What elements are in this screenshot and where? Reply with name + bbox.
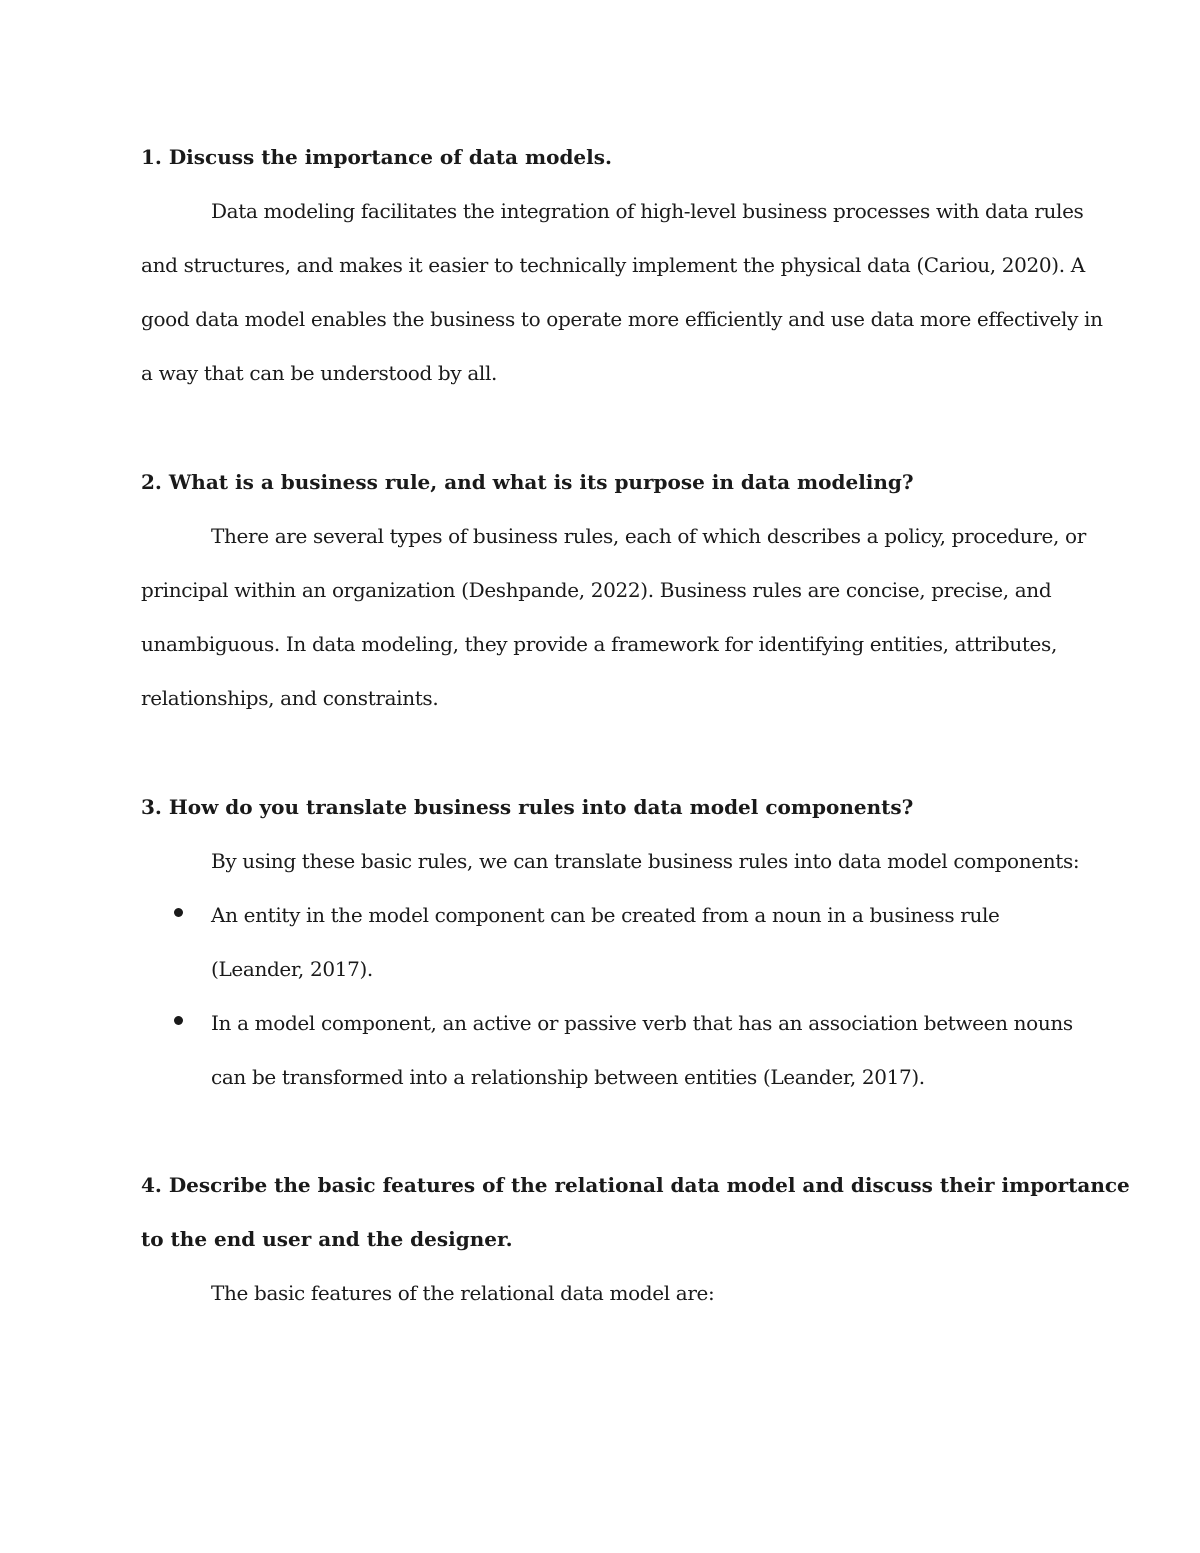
section-3-paragraph-line: By using these basic rules, we can translate business rules into data model components:	[211, 849, 1080, 873]
bullet-dot-icon	[174, 1016, 183, 1025]
section-4-paragraph-line: The basic features of the relational data model are:	[211, 1281, 715, 1305]
section-1-heading: 1. Discuss the importance of data models.	[141, 145, 612, 169]
section-3-heading: 3. How do you translate business rules into data model components?	[141, 795, 914, 819]
bullet-item-line: In a model component, an active or passive verb that has an association between nouns	[211, 1011, 1073, 1035]
bullet-item-line: can be transformed into a relationship between entities (Leander, 2017).	[211, 1065, 925, 1089]
bullet-item-line: (Leander, 2017).	[211, 957, 373, 981]
section-1-paragraph-line: a way that can be understood by all.	[141, 361, 498, 385]
bullet-item-line: An entity in the model component can be created from a noun in a business rule	[211, 903, 1000, 927]
section-2-paragraph-line: principal within an organization (Deshpande, 2022). Business rules are concise, precise, and	[141, 578, 1052, 602]
section-2-paragraph-line: relationships, and constraints.	[141, 686, 439, 710]
section-1-paragraph-line: and structures, and makes it easier to technically implement the physical data (Cariou, 2020). A	[141, 253, 1085, 277]
section-2-paragraph-line: unambiguous. In data modeling, they provide a framework for identifying entities, attributes,	[141, 632, 1057, 656]
section-2-paragraph-line: There are several types of business rules, each of which describes a policy, procedure, or	[211, 524, 1086, 548]
section-1-paragraph-line: good data model enables the business to operate more efficiently and use data more effectively in	[141, 307, 1103, 331]
section-4-heading: to the end user and the designer.	[141, 1227, 513, 1251]
section-2-heading: 2. What is a business rule, and what is its purpose in data modeling?	[141, 470, 914, 494]
section-4-heading: 4. Describe the basic features of the relational data model and discuss their importance	[141, 1173, 1130, 1197]
section-1-paragraph-line: Data modeling facilitates the integration of high-level business processes with data rules	[211, 199, 1084, 223]
bullet-dot-icon	[174, 908, 183, 917]
